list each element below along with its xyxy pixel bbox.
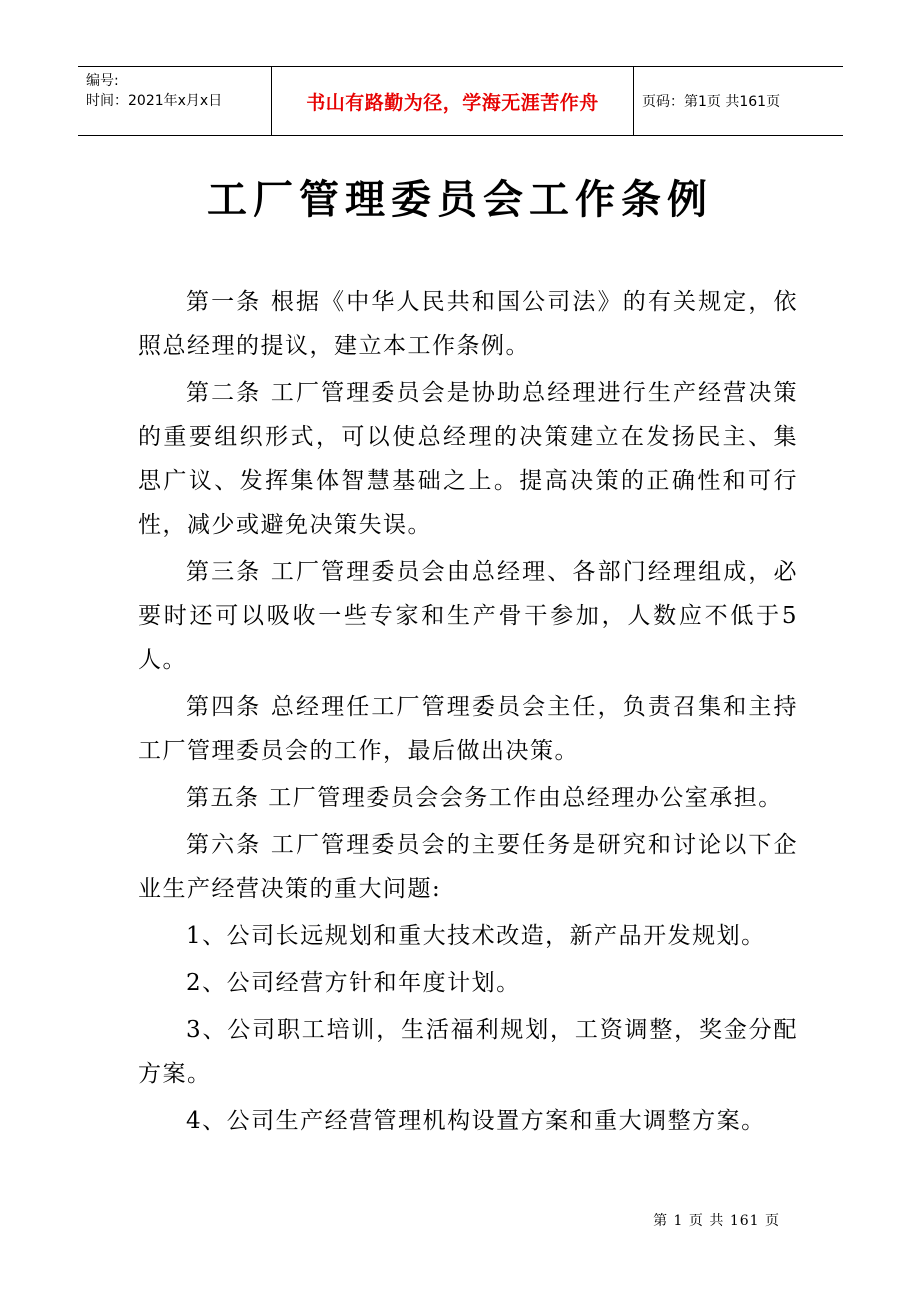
list-item-3: 3、公司职工培训，生活福利规划，工资调整，奖金分配方案。 xyxy=(138,1017,798,1087)
number-label: 编号: xyxy=(86,73,119,89)
document-header xyxy=(78,66,843,136)
header-motto-cell xyxy=(272,67,634,135)
header-info-cell xyxy=(78,67,272,135)
page-info: 页码：第1页 共161页 xyxy=(642,94,781,110)
article-6: 第六条 工厂管理委员会的主要任务是研究和讨论以下企业生产经营决策的重大问题: xyxy=(138,832,798,902)
article-4: 第四条 总经理任工厂管理委员会主任，负责召集和主持工厂管理委员会的工作，最后做出决策。 xyxy=(138,694,798,764)
list-item-1: 1、公司长远规划和重大技术改造，新产品开发规划。 xyxy=(186,923,766,949)
article-1: 第一条 根据《中华人民共和国公司法》的有关规定，依照总经理的提议，建立本工作条例。 xyxy=(138,289,798,359)
document-body xyxy=(138,280,798,1146)
article-5: 第五条 工厂管理委员会会务工作由总经理办公室承担。 xyxy=(186,785,783,811)
header-page-cell xyxy=(634,67,843,135)
list-item-2: 2、公司经营方针和年度计划。 xyxy=(186,970,521,996)
list-item-4: 4、公司生产经营管理机构设置方案和重大调整方案。 xyxy=(186,1108,766,1134)
article-3: 第三条 工厂管理委员会由总经理、各部门经理组成，必要时还可以吸收一些专家和生产骨干参加，人数应不低于5人。 xyxy=(138,559,798,673)
page-footer: 第 1 页 共 161 页 xyxy=(653,1213,780,1229)
time-label: 时间：2021年x月x日 xyxy=(86,93,223,109)
article-2: 第二条 工厂管理委员会是协助总经理进行生产经营决策的重要组织形式，可以使总经理的决策建立在发扬民主、集思广议、发挥集体智慧基础之上。提高决策的正确性和可行性，减少或避免决策失误。 xyxy=(138,380,798,538)
document-title: 工厂管理委员会工作条例 xyxy=(207,177,713,223)
motto-text: 书山有路勤为径，学海无涯苦作舟 xyxy=(306,91,599,114)
